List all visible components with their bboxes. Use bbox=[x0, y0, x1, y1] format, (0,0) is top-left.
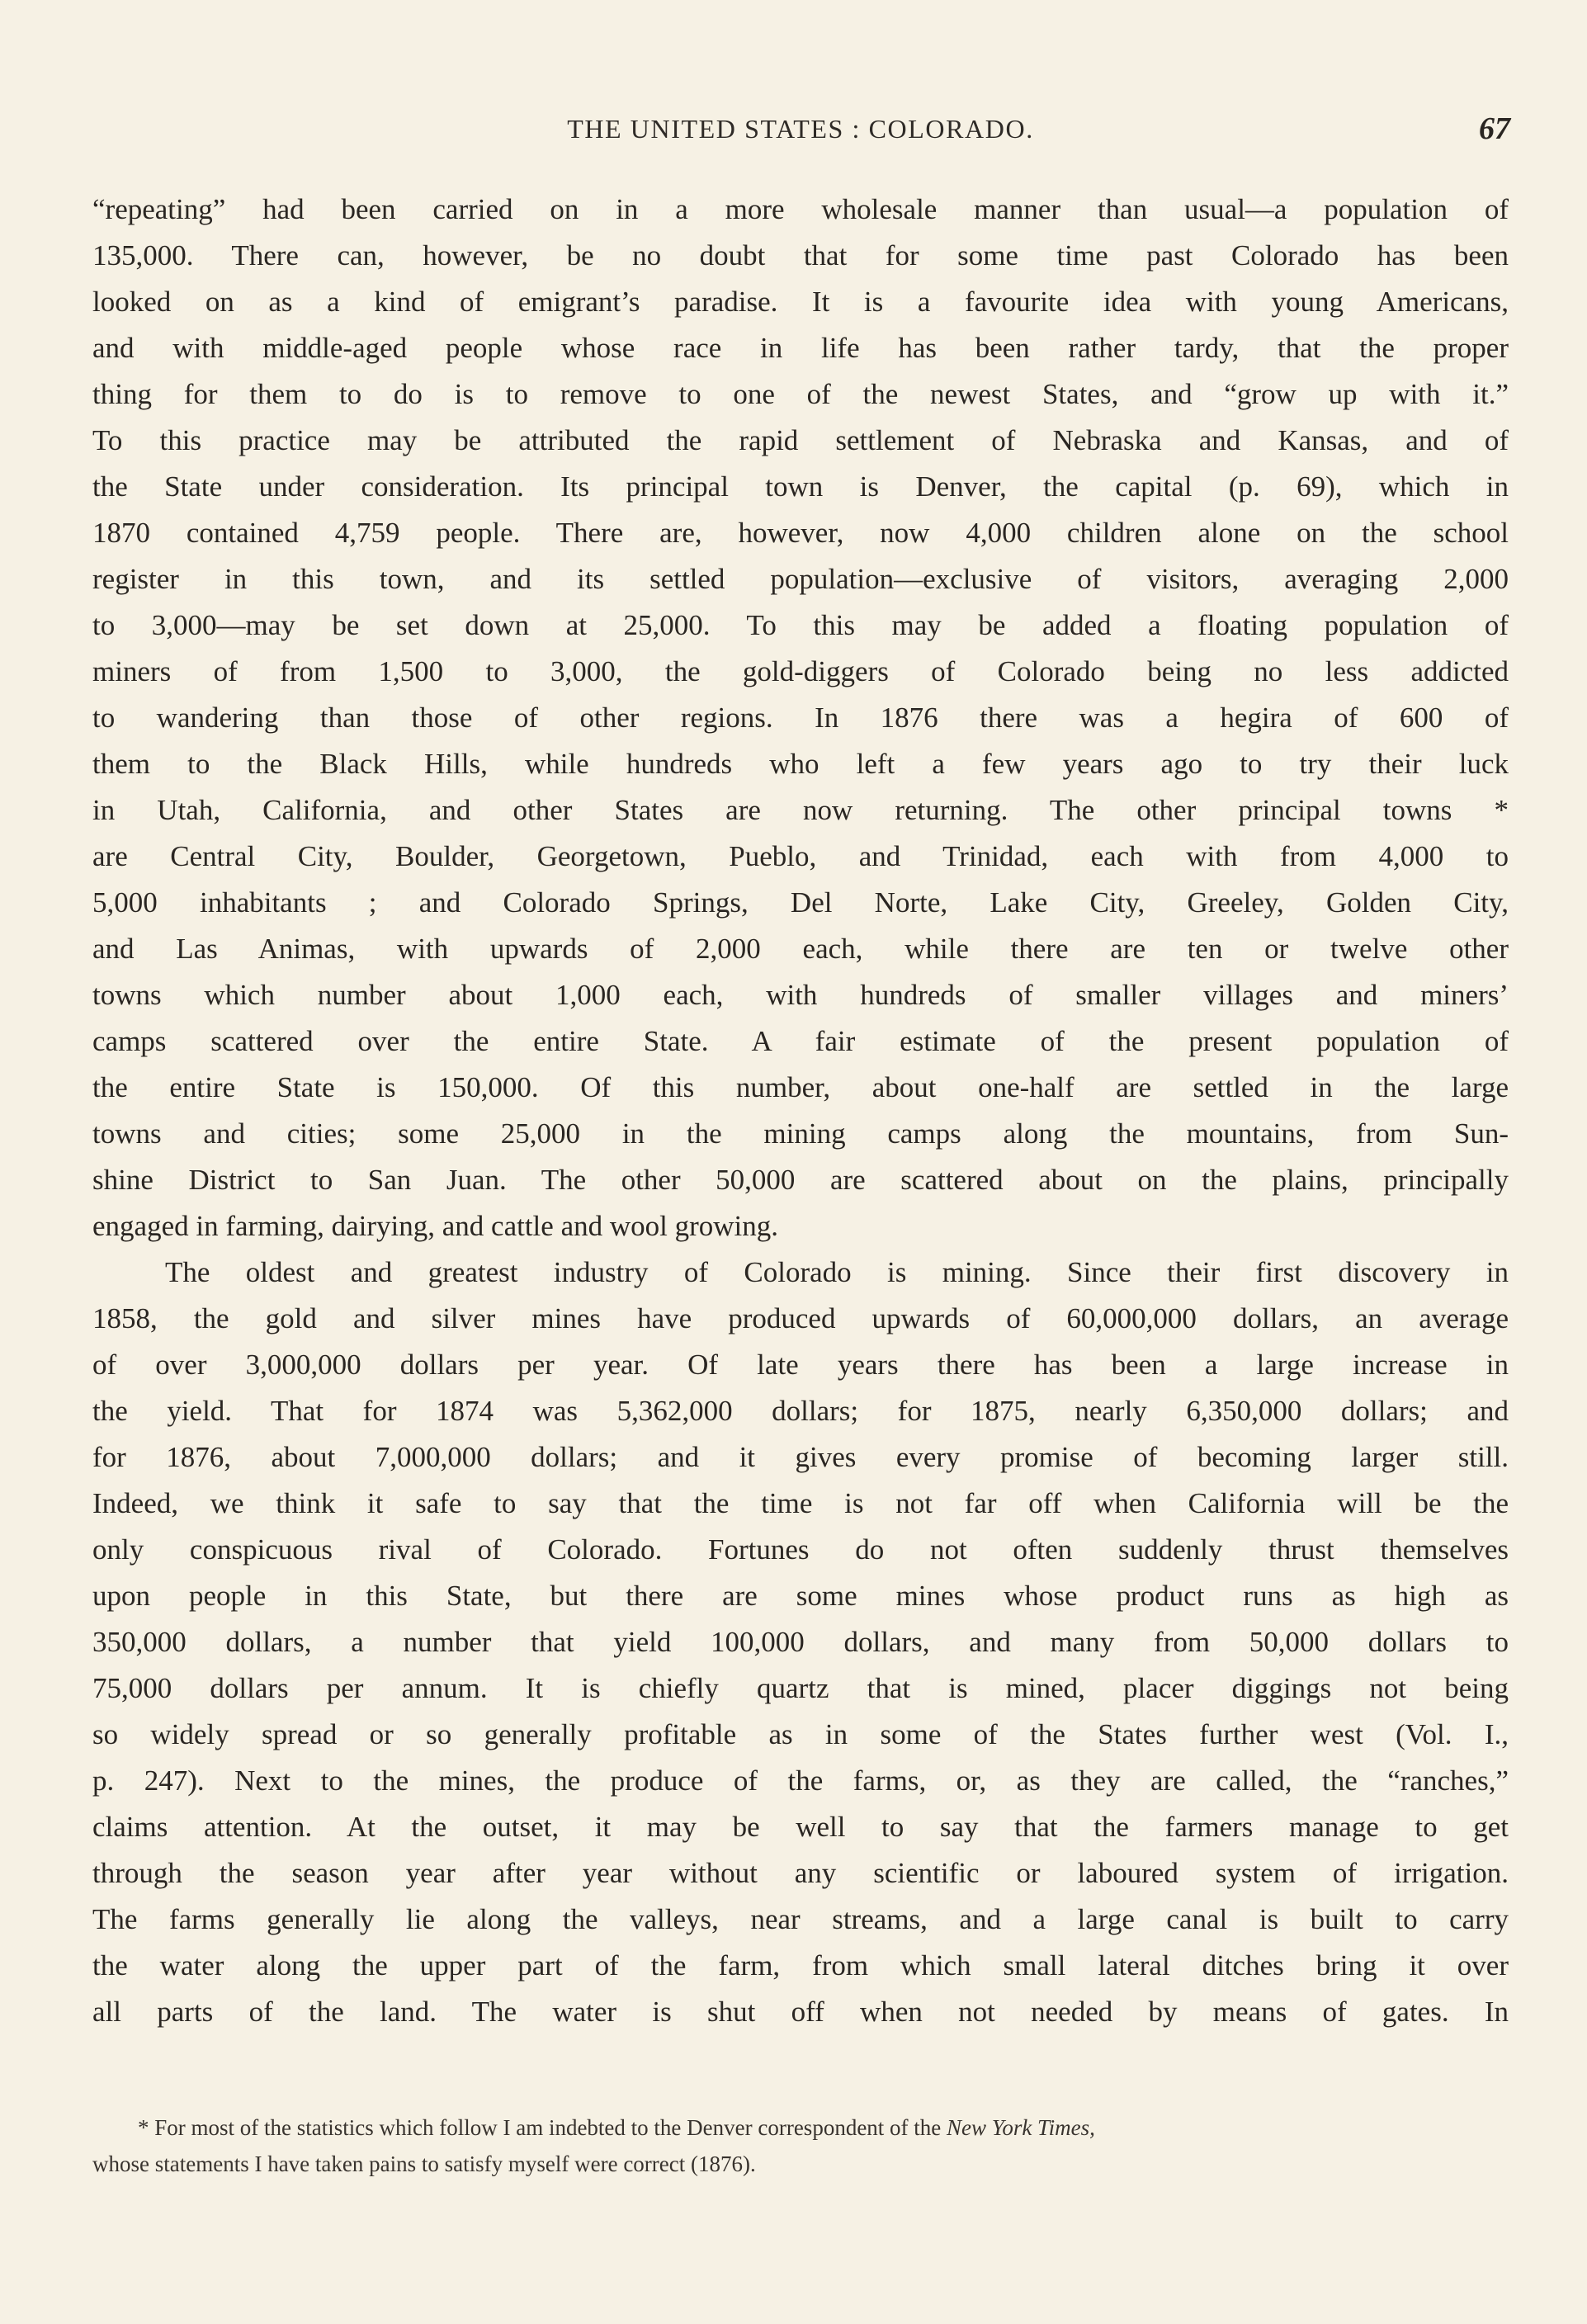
text-line: 1858, the gold and silver mines have produced upwards of 60,000,000 dollars, an average bbox=[92, 1302, 1509, 1334]
text-line: them to the Black Hills, while hundreds who left a few years ago to try their luck bbox=[92, 748, 1509, 780]
text-line: The farms generally lie along the valleys, near streams, and a large canal is built to carry bbox=[92, 1903, 1509, 1935]
text-line: to 3,000—may be set down at 25,000. To this may be added a floating population of bbox=[92, 609, 1509, 641]
footnote-text bbox=[92, 2109, 1509, 2182]
text-line: of over 3,000,000 dollars per year. Of late years there has been a large increase in bbox=[92, 1349, 1509, 1381]
text-line: the water along the upper part of the farm, from which small lateral ditches bring it over bbox=[92, 1949, 1509, 1982]
text-line: p. 247). Next to the mines, the produce of the farms, or, as they are called, the “ranches,” bbox=[92, 1764, 1509, 1797]
text-line-content: The oldest and greatest industry of Colorado is mining. Since their first discovery in bbox=[165, 1256, 1509, 1288]
text-line: for 1876, about 7,000,000 dollars; and it gives every promise of becoming larger still. bbox=[92, 1441, 1509, 1473]
text-line: 1870 contained 4,759 people. There are, however, now 4,000 children alone on the school bbox=[92, 517, 1509, 549]
running-title: THE UNITED STATES : COLORADO. bbox=[567, 114, 1034, 144]
text-line: claims attention. At the outset, it may be well to say that the farmers manage to get bbox=[92, 1811, 1509, 1843]
text-line: are Central City, Boulder, Georgetown, Pueblo, and Trinidad, each with from 4,000 to bbox=[92, 840, 1509, 872]
text-line: through the season year after year without any scientific or laboured system of irrigation. bbox=[92, 1857, 1509, 1889]
page-header bbox=[91, 111, 1510, 155]
text-line: thing for them to do is to remove to one of the newest States, and “grow up with it.” bbox=[92, 378, 1509, 410]
text-line: and with middle-aged people whose race in life has been rather tardy, that the proper bbox=[92, 332, 1509, 364]
text-line: in Utah, California, and other States are now returning. The other principal towns * bbox=[92, 794, 1509, 826]
text-line: 350,000 dollars, a number that yield 100,000 dollars, and many from 50,000 dollars to bbox=[92, 1626, 1509, 1658]
text-line: 5,000 inhabitants ; and Colorado Springs, Del Norte, Lake City, Greeley, Golden City, bbox=[92, 886, 1509, 919]
text-line: register in this town, and its settled population—exclusive of visitors, averaging 2,000 bbox=[92, 563, 1509, 595]
footnote-text-before: For most of the statistics which follow I am indebted to the Denver correspondent of the bbox=[154, 2115, 942, 2140]
text-line: 135,000. There can, however, be no doubt that for some time past Colorado has been bbox=[92, 239, 1509, 272]
text-line: shine District to San Juan. The other 50,000 are scattered about on the plains, principally bbox=[92, 1164, 1509, 1196]
footnote bbox=[92, 2109, 1509, 2182]
text-line: and Las Animas, with upwards of 2,000 each, while there are ten or twelve other bbox=[92, 933, 1509, 965]
body-text bbox=[92, 187, 1509, 2035]
text-line: towns which number about 1,000 each, with hundreds of smaller villages and miners’ bbox=[92, 979, 1509, 1011]
footnote-publication: New York Times, bbox=[947, 2115, 1095, 2140]
text-line: the entire State is 150,000. Of this number, about one-half are settled in the large bbox=[92, 1071, 1509, 1103]
text-line: towns and cities; some 25,000 in the mining camps along the mountains, from Sun- bbox=[92, 1117, 1509, 1150]
text-line: to wandering than those of other regions. In 1876 there was a hegira of 600 of bbox=[92, 701, 1509, 734]
text-line: the yield. That for 1874 was 5,362,000 dollars; for 1875, nearly 6,350,000 dollars; and bbox=[92, 1395, 1509, 1427]
paragraph-start-line bbox=[92, 1249, 1509, 1296]
text-line: “repeating” had been carried on in a more wholesale manner than usual—a population of bbox=[92, 193, 1509, 225]
text-line: 75,000 dollars per annum. It is chiefly quartz that is mined, placer diggings not being bbox=[92, 1672, 1509, 1704]
text-line: engaged in farming, dairying, and cattle and wool growing. bbox=[92, 1210, 779, 1242]
text-line: looked on as a kind of emigrant’s paradise. It is a favourite idea with young Americans, bbox=[92, 286, 1509, 318]
text-line: all parts of the land. The water is shut off when not needed by means of gates. In bbox=[92, 1996, 1509, 2028]
text-line: miners of from 1,500 to 3,000, the gold-diggers of Colorado being no less addicted bbox=[92, 655, 1509, 687]
text-line: so widely spread or so generally profitable as in some of the States further west (Vol. I., bbox=[92, 1718, 1509, 1750]
text-line: upon people in this State, but there are some mines whose product runs as high as bbox=[92, 1580, 1509, 1612]
text-line: camps scattered over the entire State. A fair estimate of the present population of bbox=[92, 1025, 1509, 1057]
footnote-text-after: whose statements I have taken pains to satisfy myself were correct (1876). bbox=[92, 2152, 756, 2176]
text-line: only conspicuous rival of Colorado. Fortunes do not often suddenly thrust themselves bbox=[92, 1533, 1509, 1566]
footnote-marker: * bbox=[138, 2115, 149, 2140]
text-line: the State under consideration. Its principal town is Denver, the capital (p. 69), which in bbox=[92, 470, 1509, 503]
text-line: Indeed, we think it safe to say that the time is not far off when California will be the bbox=[92, 1487, 1509, 1519]
text-line: To this practice may be attributed the rapid settlement of Nebraska and Kansas, and of bbox=[92, 424, 1509, 456]
page-number: 67 bbox=[1479, 111, 1510, 146]
